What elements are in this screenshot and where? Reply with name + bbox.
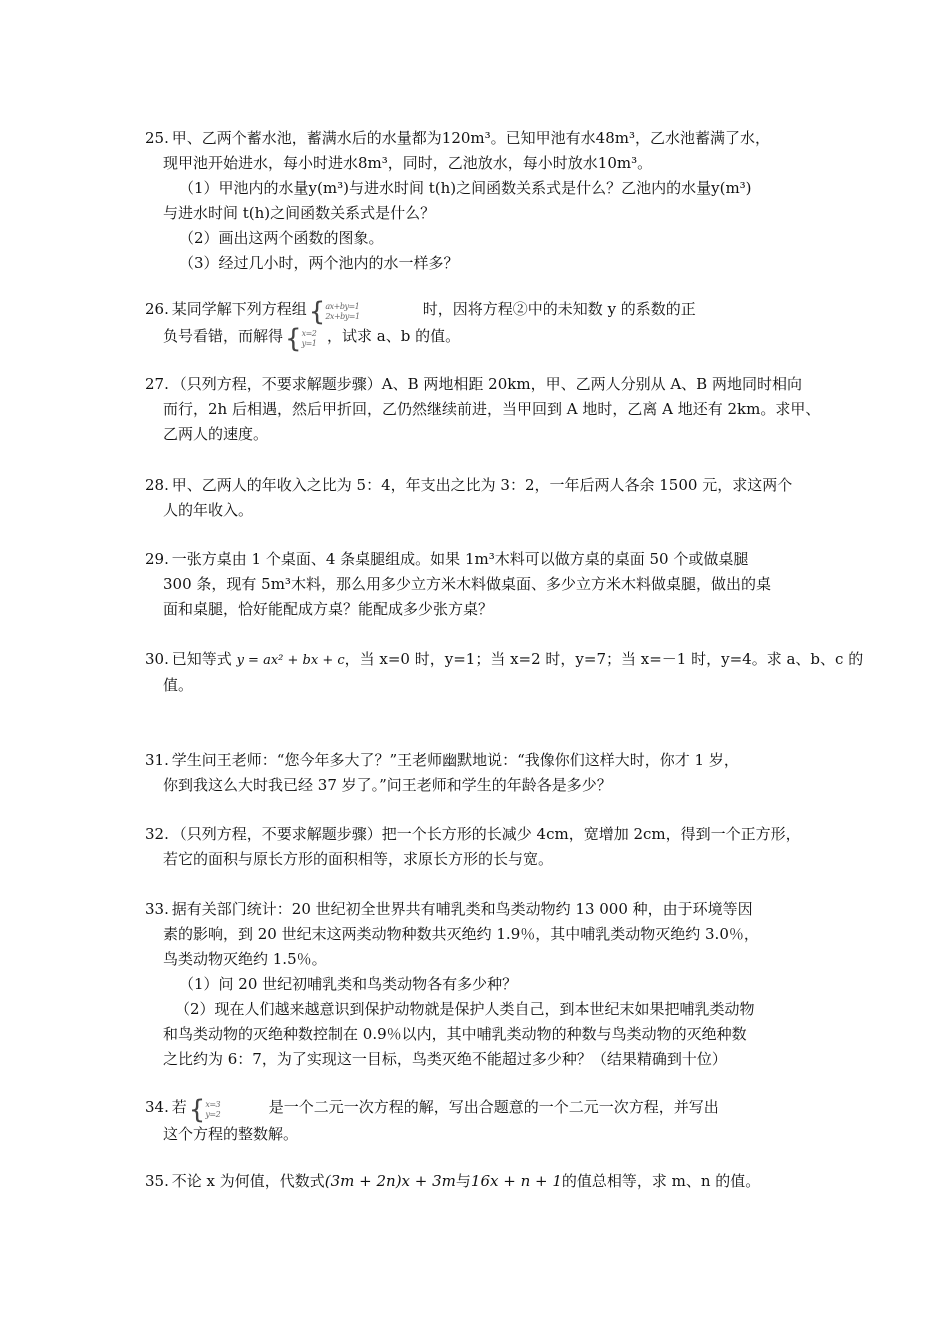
problem-34 xyxy=(145,1095,820,1147)
problem-line xyxy=(145,822,820,847)
problem-number: 28. xyxy=(145,476,169,494)
problem-text: 值。 xyxy=(163,676,194,694)
sub-question-2: （2）现在人们越来越意识到保护动物就是保护人类自己，到本世纪末如果把哺乳类动物 xyxy=(175,1000,755,1018)
problem-text: 而行，2h 后相遇，然后甲折回，乙仍然继续前进，当甲回到 A 地时，乙离 A 地还有 2km。求甲、 xyxy=(163,400,821,418)
problem-27 xyxy=(145,372,820,447)
problem-text: 300 条，现有 5m³木料，那么用多少立方米木料做桌面、多少立方米木料做桌腿，做出的桌 xyxy=(163,575,771,593)
problem-line xyxy=(145,473,820,498)
problem-text: 鸟类动物灭绝约 1.5％。 xyxy=(163,950,327,968)
problem-number: 26. xyxy=(145,300,169,318)
problem-number: 33. xyxy=(145,900,169,918)
problem-text: 一张方桌由 1 个桌面、4 条桌腿组成。如果 1m³木料可以做方桌的桌面 50 个或做桌腿 xyxy=(171,550,749,568)
problem-28 xyxy=(145,473,820,523)
sub-question-2-cont: 和鸟类动物的灭绝种数控制在 0.9％以内，其中哺乳类动物的种数与鸟类动物的灭绝种数 xyxy=(163,1025,747,1043)
equation-row: y=1 xyxy=(301,339,317,348)
problem-text: 面和桌腿，恰好能配成方桌？能配成多少张方桌？ xyxy=(163,600,494,618)
problem-30 xyxy=(145,647,864,698)
problem-text: 甲、乙两个蓄水池，蓄满水后的水量都为120m³。已知甲池有水48m³，乙水池蓄满了水， xyxy=(171,129,770,147)
problem-line xyxy=(145,372,820,397)
problem-number: 25. xyxy=(145,129,169,147)
problem-line xyxy=(145,1169,820,1194)
problem-text: 若它的面积与原长方形的面积相等，求原长方形的长与宽。 xyxy=(163,850,554,868)
problem-number: 32. xyxy=(145,825,169,843)
problem-text: 是一个二元一次方程的解，写出合题意的一个二元一次方程，并写出 xyxy=(268,1098,719,1116)
problem-line xyxy=(145,324,820,354)
problem-number: 31. xyxy=(145,751,169,769)
brace-icon: { xyxy=(188,1095,206,1125)
problem-26 xyxy=(145,297,820,354)
problem-text: 人的年收入。 xyxy=(163,501,254,519)
problem-text: （只列方程，不要求解题步骤）A、B 两地相距 20km，甲、乙两人分别从 A、B 两地同时相向 xyxy=(171,375,802,393)
problem-text: 现甲池开始进水，每小时进水8m³，同时，乙池放水，每小时放水10m³。 xyxy=(163,154,653,172)
problem-text: 负号看错，而解得 xyxy=(163,327,284,345)
equation-row: x=3 xyxy=(205,1100,221,1109)
problem-text: 时，因将方程②中的未知数 y 的系数的正 xyxy=(422,300,696,318)
equation-system xyxy=(285,324,325,354)
problem-line xyxy=(145,1095,820,1125)
problem-text: 学生问王老师：“您今年多大了？”王老师幽默地说：“我像你们这样大时，你才 1 岁， xyxy=(171,751,739,769)
problem-line xyxy=(145,547,820,572)
problem-text: 已知等式 xyxy=(171,650,232,668)
problem-text: 某同学解下列方程组 xyxy=(171,300,307,318)
formula: y = ax² + bx + c xyxy=(236,653,345,668)
equation-row: ax+by=1 xyxy=(325,302,360,311)
problem-number: 35. xyxy=(145,1172,169,1190)
problem-line xyxy=(145,297,820,327)
problem-text: 这个方程的整数解。 xyxy=(163,1125,299,1143)
equation-system xyxy=(188,1095,267,1125)
expression: (3m + 2n)x + 3m xyxy=(324,1172,456,1190)
problem-25 xyxy=(145,126,820,276)
problem-text: 乙两人的速度。 xyxy=(163,425,269,443)
sub-question-2: （2）画出这两个函数的图象。 xyxy=(179,229,384,247)
problem-35 xyxy=(145,1169,820,1194)
sub-question-1: （1）问 20 世纪初哺乳类和鸟类动物各有多少种？ xyxy=(179,975,518,993)
problem-text: 你到我这么大时我已经 37 岁了。”问王老师和学生的年龄各是多少？ xyxy=(163,776,612,794)
sub-question-1-cont: 与进水时间 t(h)之间函数关系式是什么？ xyxy=(163,204,436,222)
brace-icon: { xyxy=(308,297,326,327)
problem-text: 若 xyxy=(171,1098,187,1116)
equation-row: 2x+by=1 xyxy=(325,312,360,321)
problem-number: 34. xyxy=(145,1098,169,1116)
problem-text: ，当 x=0 时，y=1；当 x=2 时，y=7；当 x=－1 时，y=4。求 a、b、c 的 xyxy=(344,650,864,668)
sub-question-3: （3）经过几小时，两个池内的水一样多？ xyxy=(179,254,459,272)
problem-line xyxy=(145,126,820,151)
expression: 16x + n + 1 xyxy=(470,1172,562,1190)
problem-29 xyxy=(145,547,820,622)
sub-question-2-cont: 之比约为 6：7，为了实现这一目标，鸟类灭绝不能超过多少种？（结果精确到十位） xyxy=(163,1050,727,1068)
problem-text: 不论 x 为何值，代数式 xyxy=(171,1172,325,1190)
problem-text: 与 xyxy=(455,1172,471,1190)
brace-icon: { xyxy=(285,324,302,354)
problem-text: 据有关部门统计：20 世纪初全世界共有哺乳类和鸟类动物约 13 000 种，由于环境等因 xyxy=(171,900,753,918)
equation-row: y=2 xyxy=(205,1110,221,1119)
problem-32 xyxy=(145,822,820,872)
equation-row: x=2 xyxy=(301,329,317,338)
problem-line xyxy=(145,647,864,673)
problem-number: 29. xyxy=(145,550,169,568)
problem-number: 30. xyxy=(145,650,169,668)
equation-system xyxy=(308,297,421,327)
problem-text: 素的影响，到 20 世纪末这两类动物种数共灭绝约 1.9％，其中哺乳类动物灭绝约 3.0％， xyxy=(163,925,759,943)
problem-31 xyxy=(145,748,820,798)
problem-text: （只列方程，不要求解题步骤）把一个长方形的长减少 4cm，宽增加 2cm，得到一个正方形， xyxy=(171,825,801,843)
problem-33 xyxy=(145,897,820,1072)
problem-line xyxy=(145,748,820,773)
problem-line xyxy=(145,897,820,922)
sub-question-1: （1）甲池内的水量y(m³)与进水时间 t(h)之间函数关系式是什么？乙池内的水量y(m³) xyxy=(179,179,752,197)
problem-number: 27. xyxy=(145,375,169,393)
problem-text: 的值总相等，求 m、n 的值。 xyxy=(561,1172,761,1190)
problem-text: 甲、乙两人的年收入之比为 5：4，年支出之比为 3：2，一年后两人各余 1500 元，求这两个 xyxy=(171,476,793,494)
problem-text: ，试求 a、b 的值。 xyxy=(327,327,461,345)
